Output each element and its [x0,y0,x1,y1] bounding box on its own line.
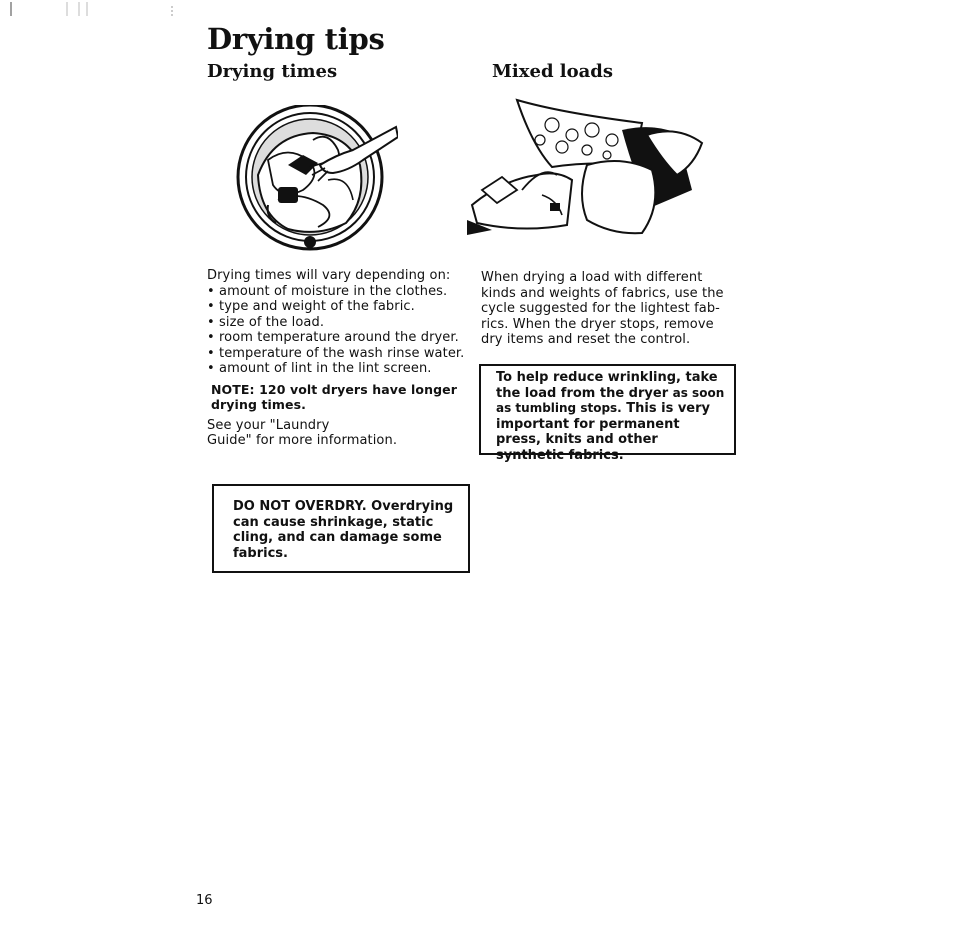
wrinkle-tip-box [479,364,736,463]
mixed-loads-text [481,270,733,348]
list-item: • room temperature around the dryer. [207,330,459,345]
list-item: • type and weight of the fabric. [207,299,415,314]
drying-times-heading: Drying times [207,61,338,82]
drying-times-text [207,268,467,449]
text-line: dry items and reset the control. [481,332,691,347]
scan-margin-marks [0,0,180,30]
warning-text: Overdrying can cause shrinkage, static cling, and can damage some fabrics. [233,499,454,561]
list-item: • size of the load. [207,314,325,330]
hand-reaching-into-dryer-drum-icon [228,105,398,255]
list-item: • amount of moisture in the clothes. [207,283,448,299]
overdry-warning-box [212,484,470,573]
page-number: 16 [196,893,213,908]
drying-times-intro: Drying times will vary depending on: [207,268,451,283]
tip-text-1: To help reduce wrinkling, take the load from the dryer [496,370,718,401]
text-line: cycle suggested for the lightest fab- [481,301,720,316]
page-title: Drying tips [207,22,385,56]
list-item: • temperature of the wash rinse water. [207,345,465,361]
list-item: • amount of lint in the lint screen. [207,361,432,376]
pile-of-mixed-laundry-icon [462,95,712,245]
text-line: rics. When the dryer stops, remove [481,316,714,332]
text-line: kinds and weights of fabrics, use the [481,285,724,301]
see-guide-line-2: Guide" for more information. [207,433,398,448]
tip-emphasis: as soon as tumbling stops. [496,385,725,415]
tip-text-2: This is very important for permanent press, knits and other synthetic fabrics. [496,401,711,463]
mixed-loads-heading: Mixed loads [492,61,614,82]
voltage-note: NOTE: 120 volt dryers have longer drying times. [211,381,457,412]
see-guide-line-1: See your "Laundry [207,417,330,433]
text-line: When drying a load with different [481,270,703,285]
warning-heading: DO NOT OVERDRY. [233,499,367,514]
